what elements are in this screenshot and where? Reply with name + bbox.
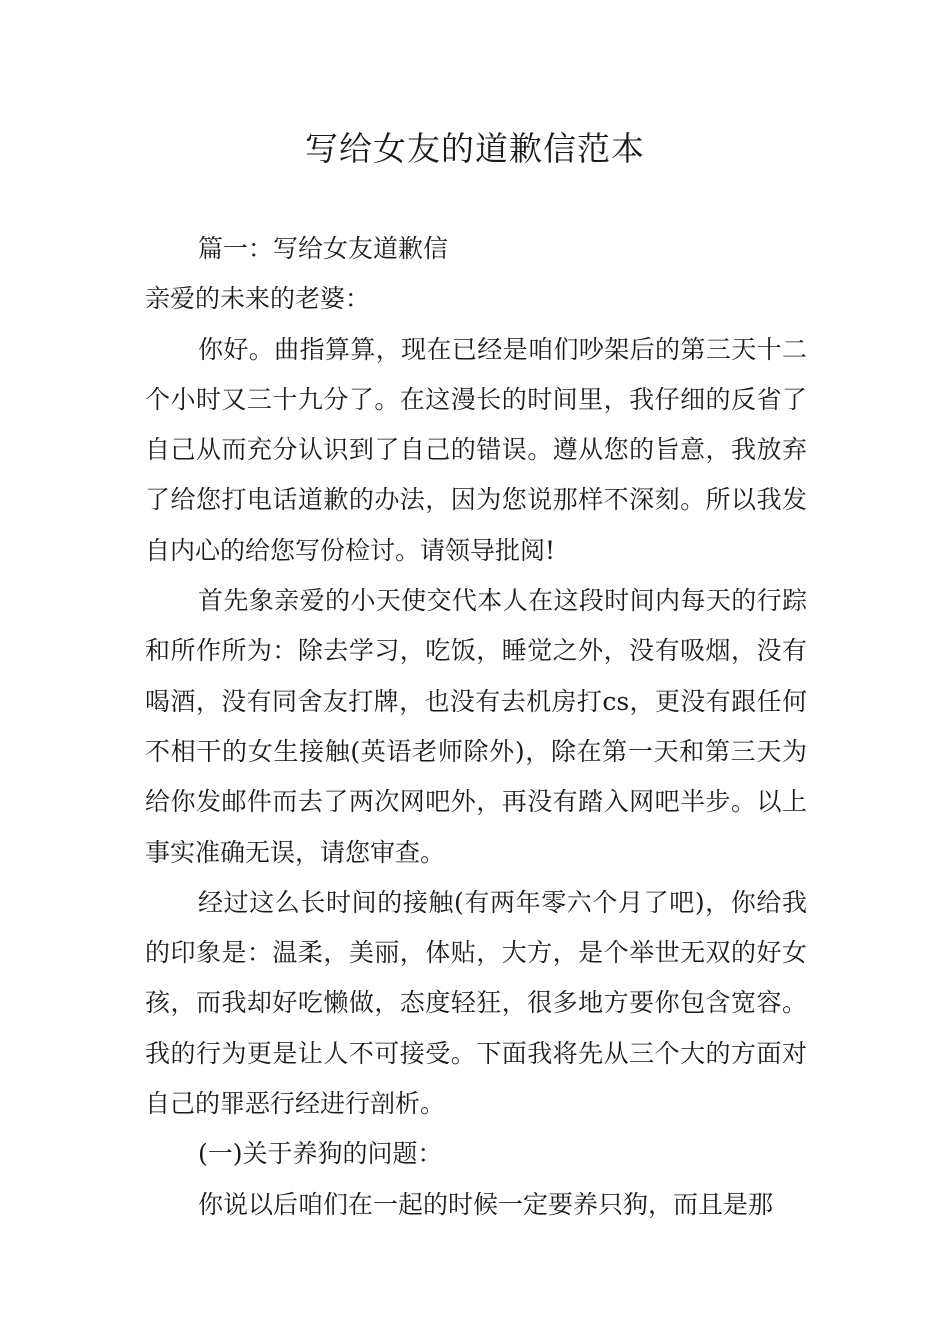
- section-heading: 篇一：写给女友道歉信: [198, 234, 449, 263]
- paragraph: 经过这么长时间的接触(有两年零六个月了吧)，你给我的印象是：温柔，美丽，体贴，大方，是个举世无双的好女孩，而我却好吃懒做，态度轻狂，很多地方要你包含宽容。我的行为更是让人不可接受。下面我将先从三个大的方面对自己的罪恶行经进行剖析。: [145, 887, 807, 1119]
- salutation: 亲爱的未来的老婆：: [145, 284, 371, 314]
- paragraph: 你好。曲指算算，现在已经是咱们吵架后的第三天十二个小时又三十九分了。在这漫长的时间里，我仔细的反省了自己从而充分认识到了自己的错误。遵从您的旨意，我放弃了给您打电话道歉的办法，因为您说那样不深刻。所以我发自内心的给您写份检讨。请领导批阅!: [145, 334, 807, 565]
- paragraph: 首先象亲爱的小天使交代本人在这段时间内每天的行踪和所作所为：除去学习，吃饭，睡觉之外，没有吸烟，没有喝酒，没有同舍友打牌，也没有去机房打cs，更没有跟任何不相干的女生接触(英语老师除外)，除在第一天和第三天为给你发邮件而去了两次网吧外，再没有踏入网吧半步。以上事实准确无误，请您审查。: [145, 586, 807, 867]
- document-title: 写给女友的道歉信范本: [305, 129, 645, 168]
- document-body: [145, 224, 807, 1230]
- paragraph: 你说以后咱们在一起的时候一定要养只狗，而且是那: [198, 1189, 774, 1219]
- subsection-heading: (一)关于养狗的问题：: [198, 1139, 443, 1169]
